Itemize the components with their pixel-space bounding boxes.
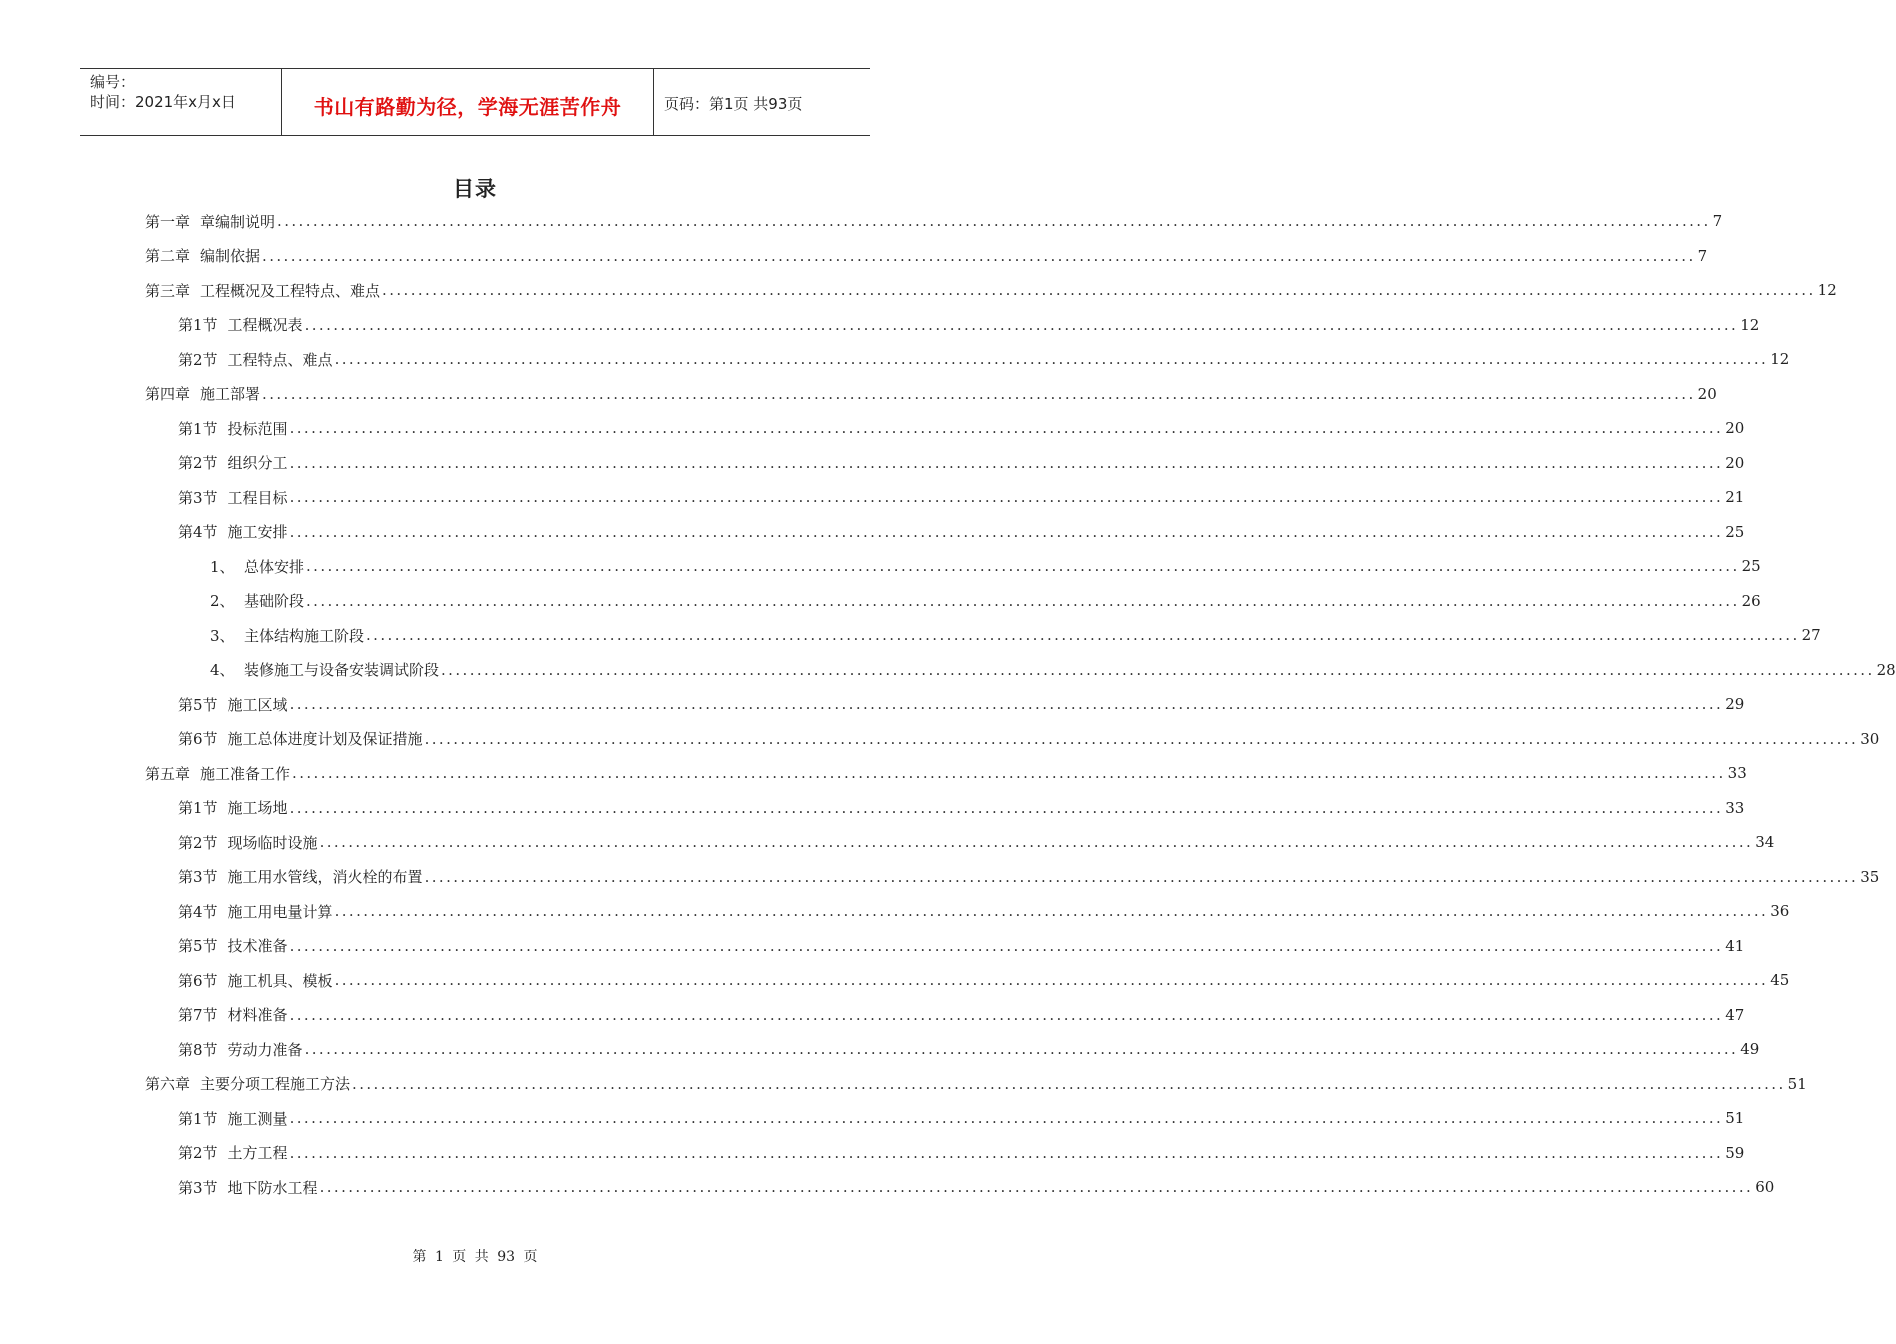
toc-entry[interactable] [145,204,1723,238]
toc-entry-page: 33 [1725,798,1745,817]
toc-entry-page: 25 [1725,522,1745,541]
toc-entry-title: 投标范围 [227,419,288,438]
toc-entry[interactable] [178,722,1880,756]
toc-entry-number: 第3节 [178,1178,218,1197]
toc-entry-number: 第5节 [178,937,218,955]
toc-entry-number: 第1节 [178,799,218,817]
toc-leader-dots: ........................................................................................................................................................................................................ [306,557,1740,575]
toc-entry-title: 施工场地 [227,799,288,817]
time-label: 时间：2021年x月x日 [90,93,236,111]
toc-entry-number: 第五章 [145,764,191,783]
toc-entry-number: 第2节 [178,454,218,472]
toc-leader-dots: ........................................................................................................................................................................................................ [319,1178,1754,1196]
toc-entry-number: 第三章 [145,281,191,300]
toc-leader-dots: ........................................................................................................................................................................................................ [262,246,1696,265]
toc-entry[interactable] [178,860,1880,894]
toc-leader-dots: ........................................................................................................................................................................................................ [277,212,1711,230]
toc-entry-title: 装修施工与设备安装调试阶段 [244,661,440,679]
toc-leader-dots: ........................................................................................................................................................................................................ [306,591,1740,610]
toc-entry-title: 现场临时设施 [227,833,318,852]
toc-entry[interactable] [178,687,1745,721]
toc-leader-dots: ........................................................................................................................................................................................................ [424,729,1859,748]
toc-entry-page: 27 [1801,626,1821,644]
toc-entry-title: 基础阶段 [244,592,305,610]
toc-entry-title: 施工总体进度计划及保证措施 [227,730,423,748]
toc-entry[interactable] [178,1170,1775,1204]
toc-entry[interactable] [178,791,1745,825]
toc-entry[interactable] [145,239,1708,273]
toc-entry[interactable] [178,515,1745,549]
toc-entry-page: 26 [1741,591,1761,610]
toc-entry-title: 施工准备工作 [200,764,291,783]
toc-entry-title: 主要分项工程施工方法 [200,1075,351,1093]
toc-entry-page: 34 [1755,833,1775,851]
toc-entry-number: 第1节 [178,316,218,334]
toc-leader-dots: ........................................................................................................................................................................................................ [289,1005,1724,1024]
toc-entry[interactable] [210,618,1821,652]
toc-entry[interactable] [178,825,1775,859]
toc-leader-dots: ........................................................................................................................................................................................................ [319,833,1754,851]
toc-entry-page: 7 [1712,212,1723,230]
toc-entry-title: 施工测量 [227,1109,288,1128]
toc-entry-title: 土方工程 [227,1144,288,1162]
toc-entry-title: 劳动力准备 [227,1040,303,1059]
toc-entry-page: 29 [1725,695,1745,713]
toc-entry-number: 4、 [210,661,235,679]
toc-entry-title: 施工用电量计算 [227,902,333,921]
toc-title: 目录 [453,177,497,201]
toc-entry[interactable] [178,929,1745,963]
toc-entry[interactable] [178,480,1745,514]
toc-leader-dots: ........................................................................................................................................................................................................ [289,419,1724,437]
toc-entry[interactable] [210,549,1761,583]
toc-leader-dots: ........................................................................................................................................................................................................ [292,764,1726,782]
document-header [80,68,870,136]
toc-entry-number: 第4节 [178,523,218,541]
toc-entry[interactable] [210,584,1761,618]
toc-entry-title: 施工部署 [200,385,261,403]
toc-entry-title: 工程特点、难点 [227,350,333,369]
toc-entry-number: 第四章 [145,385,191,403]
toc-entry-page: 30 [1860,729,1880,748]
toc-entry-page: 28 [1876,660,1896,679]
toc-entry-number: 第8节 [178,1040,218,1059]
toc-leader-dots: ........................................................................................................................................................................................................ [352,1074,1786,1093]
toc-leader-dots: ........................................................................................................................................................................................................ [304,1040,1739,1058]
toc-entry-page: 12 [1817,281,1837,299]
toc-entry[interactable] [178,308,1760,342]
toc-entry-number: 第一章 [145,212,191,231]
toc-entry-page: 51 [1787,1074,1807,1093]
toc-entry-title: 施工安排 [227,523,288,541]
toc-entry[interactable] [145,377,1717,411]
toc-entry-number: 第2节 [178,350,218,369]
toc-entry[interactable] [178,1101,1745,1135]
toc-leader-dots: ........................................................................................................................................................................................................ [289,798,1724,817]
toc-entry-title: 主体结构施工阶段 [244,626,365,645]
toc-entry-number: 第1节 [178,419,218,438]
toc-leader-dots: ........................................................................................................................................................................................................ [289,488,1724,506]
toc-entry-title: 章编制说明 [200,212,276,231]
toc-entry[interactable] [145,1067,1807,1101]
toc-leader-dots: ........................................................................................................................................................................................................ [289,453,1724,472]
toc-entry-number: 第3节 [178,868,218,886]
toc-entry-number: 第3节 [178,488,218,507]
toc-leader-dots: ........................................................................................................................................................................................................ [289,695,1724,713]
toc-entry-title: 编制依据 [200,247,261,265]
toc-entry-number: 第二章 [145,247,191,265]
toc-entry-number: 1、 [210,557,235,576]
number-label: 编号： [90,73,136,91]
toc-entry[interactable] [178,998,1745,1032]
toc-entry-page: 21 [1725,488,1745,506]
toc-entry-title: 材料准备 [227,1006,288,1024]
page-footer: 第 1 页 共 93 页 [412,1249,538,1265]
toc-leader-dots: ........................................................................................................................................................................................................ [382,281,1816,299]
toc-entry-number: 第6节 [178,730,218,748]
toc-entry-page: 20 [1697,384,1717,403]
toc-entry-number: 第2节 [178,833,218,852]
header-meta [80,69,282,135]
toc-entry[interactable] [178,1136,1745,1170]
toc-leader-dots: ........................................................................................................................................................................................................ [424,867,1859,886]
toc-entry-page: 49 [1740,1040,1760,1058]
toc-entry-number: 第2节 [178,1144,218,1162]
toc-entry-page: 25 [1741,557,1761,575]
toc-entry-number: 3、 [210,626,235,645]
toc-entry[interactable] [178,446,1745,480]
header-page-info: 页码：第1页 共93页 [664,95,803,113]
toc-entry-title: 总体安排 [244,557,305,576]
toc-entry-page: 36 [1770,902,1790,920]
header-motto: 书山有路勤为径，学海无涯苦作舟 [282,69,654,135]
toc-leader-dots: ........................................................................................................................................................................................................ [334,350,1769,368]
toc-entry-page: 45 [1770,971,1790,989]
toc-entry-number: 第1节 [178,1109,218,1128]
toc-entry[interactable] [178,342,1790,376]
toc-entry-page: 51 [1725,1109,1745,1127]
toc-entry-page: 60 [1755,1178,1775,1196]
toc-entry[interactable] [145,756,1747,790]
toc-entry-page: 47 [1725,1005,1745,1024]
toc-entry-number: 第7节 [178,1006,218,1024]
toc-leader-dots: ........................................................................................................................................................................................................ [262,384,1696,403]
toc-entry-title: 施工用水管线，消火栓的布置 [227,868,423,886]
toc-entry-title: 技术准备 [227,937,288,955]
toc-leader-dots: ........................................................................................................................................................................................................ [366,626,1800,644]
toc-entry[interactable] [178,411,1745,445]
toc-leader-dots: ........................................................................................................................................................................................................ [304,315,1739,334]
toc-entry-title: 地下防水工程 [227,1178,318,1197]
toc-entry-page: 33 [1727,764,1747,782]
toc-entry-page: 20 [1725,419,1745,437]
toc-entry[interactable] [210,653,1896,687]
toc-entry-title: 工程目标 [227,488,288,507]
toc-entry-title: 工程概况表 [227,316,303,334]
toc-entry[interactable] [178,894,1790,928]
toc-leader-dots: ........................................................................................................................................................................................................ [289,1143,1724,1162]
toc-entry-number: 第六章 [145,1075,191,1093]
toc-entry-page: 7 [1697,246,1708,265]
toc-entry-page: 41 [1725,936,1745,955]
toc-leader-dots: ........................................................................................................................................................................................................ [289,936,1724,955]
toc-entry-number: 2、 [210,592,235,610]
toc-entry-title: 工程概况及工程特点、难点 [200,281,381,300]
toc-entry[interactable] [178,963,1790,997]
toc-leader-dots: ........................................................................................................................................................................................................ [334,902,1769,920]
toc-entry-page: 35 [1860,867,1880,886]
toc-entry-page: 59 [1725,1143,1745,1162]
toc-entry-number: 第4节 [178,902,218,921]
toc-entry[interactable] [178,1032,1760,1066]
toc-entry-page: 12 [1740,315,1760,334]
toc-entry-number: 第5节 [178,695,218,714]
toc-entry-page: 20 [1725,453,1745,472]
toc-leader-dots: ........................................................................................................................................................................................................ [289,1109,1724,1127]
toc-entry-number: 第6节 [178,971,218,990]
toc-entry[interactable] [145,273,1837,307]
toc-leader-dots: ........................................................................................................................................................................................................ [289,522,1724,541]
toc-entry-title: 施工机具、模板 [227,971,333,990]
toc-leader-dots: ........................................................................................................................................................................................................ [441,660,1875,679]
toc-leader-dots: ........................................................................................................................................................................................................ [334,971,1769,989]
toc-entry-title: 组织分工 [227,454,288,472]
toc-entry-title: 施工区域 [227,695,288,714]
toc-entry-page: 12 [1770,350,1790,368]
